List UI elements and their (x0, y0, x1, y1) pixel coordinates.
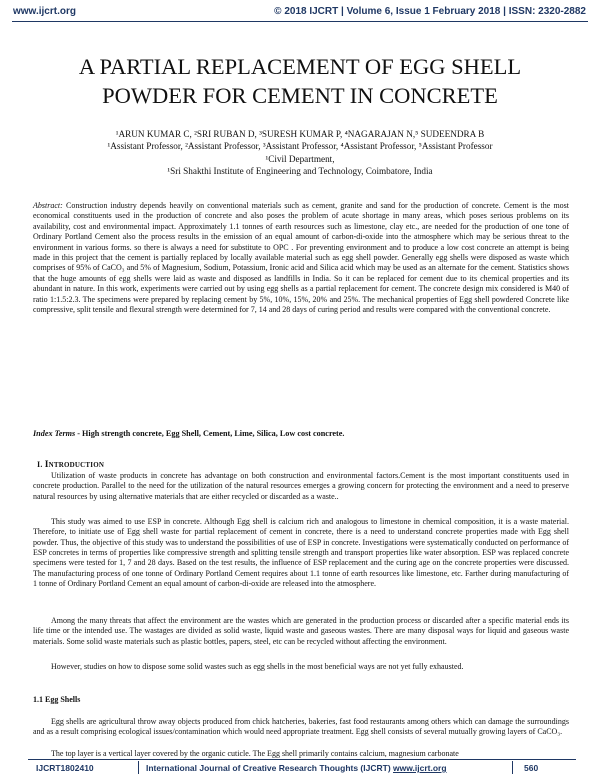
paragraph-text: Egg shells are agricultural throw away objects produced from chick hatcheries, bakeries, fast food restaurants among others which can damage the surroundings and as a result comprising ecological issues/contamination which would need appropriate treatment. Egg shell consists of several mutually growing layers of CaCO₃. (33, 717, 569, 737)
paragraph (33, 616, 569, 647)
header-citation: © 2018 IJCRT | Volume 6, Issue 1 February 2018 | ISSN: 2320-2882 (274, 6, 586, 17)
footer-rule (28, 759, 576, 760)
footer-journal (146, 763, 447, 773)
abstract-text: Construction industry depends heavily on conventional materials such as cement, granite and sand for the production of concrete. Cement is the most economical constituents used in the production of concrete and also poses the problem of acute shortage in many areas, which poses serious problems on its availability, cost and environmental impact. Approximately 1.1 tonnes of earth resources such as limestone, clay etc., are needed for the production of one tone of Ordinary Portland Cement also the process results in the emission of an equal amount of carbon-di-oxide into the atmosphere which may be serious threat to the environment in various forms. so there is always a need for substitute to OPC . For preventing environment and to produce a low cost concrete an attempt is being made in this project that the cement is partially replaced by locally available material such as egg shell powder. Generally egg shells were disposed as waste which comprises of 95% of CaCO₃ and 5% of Magnesium, Sodium, Potassium, Ironic acid and Silica acid which may be used as an alternate for the cement. Statistics shows that the huge amounts of egg shells were laid as waste and disposed as landfills in India. So it can be replaced for cement due to its chemical properties and its abundant in nature. In this work, experiments were carried out by using egg shells as a partial replacement for cement. The concrete design mix considered is M40 of ratio 1:1.5:2.3. The specimens were prepared by replacing cement by 5%, 10%, 15%, 20% and 25%. The mechanical properties of Egg shell powdered Concrete like compressive, split tensile and flexural strength were determined for 7, 14 and 28 days of curing period and results were compared with the conventional concrete. (33, 201, 570, 315)
page-header (0, 0, 600, 26)
index-terms (33, 428, 569, 439)
paragraph-text: Among the many threats that affect the environment are the wastes which are generated in the production process or discarded after a specific material ends its life time or the intended use. The wastages are divided as solid waste, liquid waste and gaseous wastes. There are many disposal ways for liquid and gaseous waste materials. Some solid waste materials such as plastic bottles, papers, steel, etc can be recycled without affecting the environment. (33, 616, 569, 646)
author-roles: ¹Assistant Professor, ²Assistant Professor, ³Assistant Professor, ⁴Assistant Professor, ⁵Assistant Professor (107, 141, 493, 152)
footer-divider (512, 761, 513, 774)
abstract-label: Abstract: (33, 201, 63, 210)
section-title-rest: NTRODUCTION (48, 461, 105, 469)
paper-title (40, 52, 560, 110)
footer-journal-name: International Journal of Creative Research Thoughts (IJCRT) (146, 763, 394, 773)
abstract (33, 201, 569, 315)
index-terms-label: Index Terms (33, 429, 76, 438)
author-institute: ¹Sri Shakthi Institute of Engineering and Technology, Coimbatore, India (167, 165, 433, 176)
author-names: ¹ARUN KUMAR C, ²SRI RUBAN D, ³SURESH KUMAR P, ⁴NAGARAJAN N,⁵ SUDEENDRA B (115, 129, 485, 139)
section-heading-introduction (37, 460, 104, 470)
index-terms-text: - High strength concrete, Egg Shell, Cement, Lime, Silica, Low cost concrete. (75, 429, 345, 438)
footer-paper-id: IJCRT1802410 (36, 763, 94, 773)
footer-divider (138, 761, 139, 774)
subsection-heading: 1.1 Egg Shells (33, 695, 81, 704)
footer-url-link[interactable]: www.ijcrt.org (393, 763, 447, 773)
author-block (40, 128, 560, 177)
paragraph-text: However, studies on how to dispose some solid wastes such as egg shells in the most beneficial ways are not yet fully exhausted. (51, 662, 464, 671)
paragraph-text: The top layer is a vertical layer covered by the organic cuticle. The Egg shell primarily contains calcium, magnesium carbonate (51, 749, 459, 758)
paragraph (33, 662, 569, 672)
section-first-letter: I (44, 460, 49, 470)
section-number: I. (37, 460, 45, 469)
footer-page-number: 560 (524, 763, 539, 773)
paragraph-text: Utilization of waste products in concrete has advantage on both construction and environmental factors.Cement is the most important constituents used in concrete production. Parallel to the need for the utilization of the natural resources emerges a growing concern for protecting the environment and a need to preserve natural resources by using alternative materials that are either recycled or discarded as a waste.. (33, 471, 569, 501)
paragraph (33, 717, 569, 738)
paragraph-text: This study was aimed to use ESP in concrete. Although Egg shell is calcium rich and analogous to limestone in chemical composition, it is a waste material. Therefore, to initiate use of Egg shell waste for partial replacement of cement in concrete, there is a need to understand concrete properties made with Egg shell powder. Thus, the objective of this study was to understand the possibilities of use of ESP in concrete. Investigations were systematically conducted on performance of ESP concretes in terms of properties like compressive strength and splitting tensile strength and transport properties like water absorption. ESP was replaced concrete specimens were tested for 1, 7 and 28 days. Based on the test results, the influence of ESP replacement and the curing age on the concrete properties were discussed. The manufacturing process of one tonne of Ordinary Portland Cement requires about 1.1 tonne of earth resources like limestone, etc. Farther during manufacturing of 1 tonne of Ordinary Portland Cement an equal amount of carbon-di-oxide are released into the atmosphere. (33, 517, 569, 589)
paragraph (33, 517, 569, 589)
author-department: ¹Civil Department, (265, 153, 335, 164)
paragraph (33, 471, 569, 502)
paragraph (33, 749, 569, 759)
header-site-link[interactable]: www.ijcrt.org (13, 6, 76, 17)
header-rule (12, 21, 588, 22)
title-line-2: POWDER FOR CEMENT IN CONCRETE (102, 83, 498, 108)
page-footer (0, 759, 600, 776)
title-line-1: A PARTIAL REPLACEMENT OF EGG SHELL (78, 54, 522, 79)
